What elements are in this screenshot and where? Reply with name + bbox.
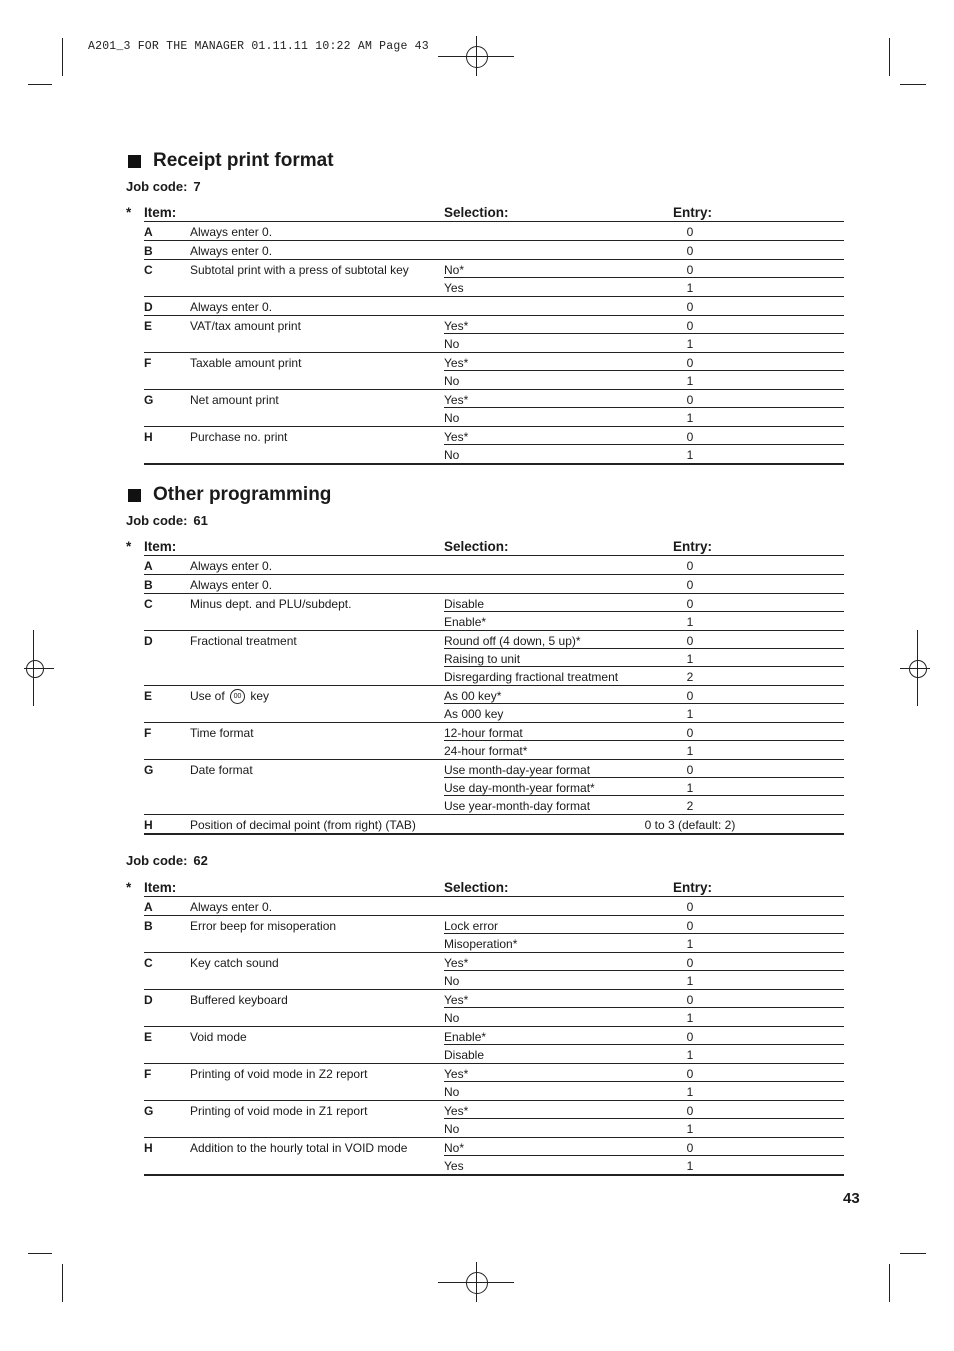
table-row [144, 1082, 844, 1100]
table-row [144, 408, 844, 426]
entry-value: 2 [686, 670, 694, 684]
bullet-square-icon [128, 489, 141, 502]
table-row [144, 390, 844, 408]
item-group [144, 575, 844, 594]
table-row [144, 556, 844, 574]
item-description-text: Always enter 0. [190, 244, 273, 258]
entry-value: 0 [686, 244, 694, 258]
table-row [144, 916, 844, 934]
item-group [144, 815, 844, 835]
header-star: * [126, 880, 132, 895]
item-description [190, 919, 336, 933]
item-group [144, 297, 844, 316]
table-row [144, 667, 844, 685]
item-group [144, 916, 844, 953]
item-letter: H [144, 818, 153, 832]
entry-value: 1 [686, 652, 694, 666]
entry-value: 1 [686, 1122, 694, 1136]
item-description-text: Error beep for misoperation [190, 919, 337, 933]
item-description [190, 1067, 367, 1081]
item-description [190, 393, 279, 407]
item-description-text: Always enter 0. [190, 225, 273, 239]
item-description-text: Date format [190, 763, 253, 777]
item-description-text: Addition to the hourly total in VOID mode [190, 1141, 408, 1155]
table-header [126, 204, 844, 222]
item-description-text: Printing of void mode in Z1 report [190, 1104, 368, 1118]
selection-value: Yes [444, 1159, 464, 1173]
header-entry: Entry: [673, 539, 713, 554]
header-star: * [126, 539, 132, 554]
item-group [144, 631, 844, 686]
table-row [144, 953, 844, 971]
item-letter: A [144, 559, 153, 573]
item-group [144, 390, 844, 427]
table-row [144, 612, 844, 630]
item-description [190, 244, 272, 258]
item-letter: B [144, 578, 153, 592]
table-row [144, 445, 844, 463]
section-title-other: Other programming [128, 484, 331, 506]
selection-value: Use day-month-year format* [444, 781, 595, 795]
item-description [190, 356, 301, 370]
item-group [144, 953, 844, 990]
header-selection: Selection: [444, 539, 509, 554]
item-description-text: Always enter 0. [190, 559, 273, 573]
selection-value: Yes* [444, 430, 469, 444]
table-row [144, 741, 844, 759]
table-row [144, 1101, 844, 1119]
item-letter: G [144, 393, 154, 407]
table-row [144, 971, 844, 989]
selection-value: Yes [444, 281, 464, 295]
entry-value: 0 [686, 559, 694, 573]
entry-value: 0 [686, 993, 694, 1007]
entry-value: 0 [686, 393, 694, 407]
entry-value: 1 [686, 615, 694, 629]
table-row [144, 990, 844, 1008]
selection-value: No [444, 448, 460, 462]
item-description-suffix: key [250, 689, 270, 703]
item-letter: B [144, 244, 153, 258]
item-group [144, 316, 844, 353]
selection-value: Round off (4 down, 5 up)* [444, 634, 581, 648]
table-row [144, 334, 844, 352]
entry-value: 1 [686, 1085, 694, 1099]
table-row [144, 631, 844, 649]
print-header: A201_3 FOR THE MANAGER 01.11.11 10:22 AM Page 43 [88, 40, 429, 53]
entry-value: 0 [686, 300, 694, 314]
bullet-square-icon [128, 155, 141, 168]
table-row [144, 1045, 844, 1063]
selection-value: Disregarding fractional treatment [444, 670, 619, 684]
entry-value: 0 [686, 726, 694, 740]
table-row [144, 241, 844, 259]
item-description [190, 225, 272, 239]
entry-value: 0 [686, 263, 694, 277]
item-description [190, 300, 272, 314]
entry-value: 1 [686, 937, 694, 951]
entry-value: 0 [686, 597, 694, 611]
selection-value: Use month-day-year format [444, 763, 591, 777]
selection-value: No [444, 1122, 460, 1136]
entry-value: 1 [686, 448, 694, 462]
item-description [190, 263, 409, 277]
table-row [144, 1008, 844, 1026]
header-star: * [126, 205, 132, 220]
item-letter: F [144, 1067, 152, 1081]
table-row [144, 1156, 844, 1174]
item-description [190, 1104, 367, 1118]
item-letter: H [144, 430, 153, 444]
table-row [144, 594, 844, 612]
table-row [144, 796, 844, 814]
table-row [144, 723, 844, 741]
header-item: Item: [144, 880, 177, 895]
item-group [144, 760, 844, 815]
entry-value: 0 [686, 1104, 694, 1118]
entry-value: 0 [686, 763, 694, 777]
item-letter: B [144, 919, 153, 933]
table-header [126, 879, 844, 897]
item-description-text: Use of [190, 689, 225, 703]
entry-value: 0 [686, 319, 694, 333]
item-description-text: Buffered keyboard [190, 993, 288, 1007]
table-row [144, 371, 844, 389]
header-entry: Entry: [673, 880, 713, 895]
selection-value: 24-hour format* [444, 744, 528, 758]
entry-value: 1 [686, 1011, 694, 1025]
item-description [190, 319, 301, 333]
item-description-text: Minus dept. and PLU/subdept. [190, 597, 352, 611]
entry-value: 0 [686, 1067, 694, 1081]
selection-value: Enable* [444, 1030, 487, 1044]
item-description-text: VAT/tax amount print [190, 319, 301, 333]
entry-value: 1 [686, 281, 694, 295]
table-row [144, 316, 844, 334]
entry-value: 0 [686, 1141, 694, 1155]
table-row [144, 815, 844, 833]
table-row [144, 686, 844, 704]
table-row [144, 1119, 844, 1137]
table-job-7 [126, 204, 844, 465]
table-row [144, 649, 844, 667]
item-description [190, 1141, 407, 1155]
job-code-61: Job code: 61 [126, 513, 208, 528]
item-description-text: Always enter 0. [190, 900, 273, 914]
table-row [144, 260, 844, 278]
table-row [144, 1064, 844, 1082]
selection-value: Use year-month-day format [444, 799, 591, 813]
selection-value: Raising to unit [444, 652, 521, 666]
item-description-text: Position of decimal point (from right) (TAB) [190, 818, 416, 832]
item-description [190, 1030, 247, 1044]
item-description-text: Net amount print [190, 393, 279, 407]
item-description [190, 634, 297, 648]
item-group [144, 556, 844, 575]
item-letter: C [144, 597, 153, 611]
table-row [144, 278, 844, 296]
table-row [144, 778, 844, 796]
item-description-text: Taxable amount print [190, 356, 302, 370]
header-selection: Selection: [444, 880, 509, 895]
item-letter: D [144, 300, 153, 314]
entry-value: 0 [686, 430, 694, 444]
entry-value: 0 [686, 356, 694, 370]
selection-value: As 000 key [444, 707, 504, 721]
selection-value: Disable [444, 1048, 485, 1062]
header-item: Item: [144, 539, 177, 554]
table-row [144, 575, 844, 593]
item-group [144, 260, 844, 297]
item-description [190, 763, 253, 777]
entry-value: 0 [686, 689, 694, 703]
item-group [144, 241, 844, 260]
item-letter: D [144, 634, 153, 648]
item-letter: E [144, 319, 153, 333]
selection-value: 12-hour format [444, 726, 523, 740]
selection-value: Lock error [444, 919, 499, 933]
header-selection: Selection: [444, 205, 509, 220]
table-row [144, 1138, 844, 1156]
selection-value: Enable* [444, 615, 487, 629]
selection-value: Yes* [444, 393, 469, 407]
item-description [190, 993, 288, 1007]
item-group [144, 1138, 844, 1176]
entry-value: 1 [686, 337, 694, 351]
selection-value: Yes* [444, 319, 469, 333]
selection-value: No [444, 337, 460, 351]
selection-value: No* [444, 1141, 465, 1155]
selection-value: No [444, 411, 460, 425]
table-row [144, 897, 844, 915]
item-group [144, 427, 844, 465]
selection-value: No [444, 374, 460, 388]
item-description [190, 956, 279, 970]
section-title-receipt: Receipt print format [128, 150, 334, 172]
item-description [190, 597, 351, 611]
entry-value: 0 [686, 1030, 694, 1044]
item-description [190, 726, 254, 740]
entry-value: 1 [686, 744, 694, 758]
selection-value: No [444, 974, 460, 988]
page-number: 43 [843, 1190, 860, 1207]
item-group [144, 723, 844, 760]
entry-value: 1 [686, 411, 694, 425]
selection-value: Yes* [444, 1104, 469, 1118]
entry-value: 1 [686, 781, 694, 795]
entry-value: 0 to 3 (default: 2) [644, 818, 736, 832]
item-group [144, 1101, 844, 1138]
item-letter: E [144, 689, 153, 703]
entry-value: 1 [686, 374, 694, 388]
job-code-62: Job code: 62 [126, 853, 208, 868]
table-row [144, 1027, 844, 1045]
selection-value: Disable [444, 597, 485, 611]
item-description-text: Purchase no. print [190, 430, 288, 444]
entry-value: 0 [686, 956, 694, 970]
item-description [190, 430, 287, 444]
item-letter: D [144, 993, 153, 1007]
item-description [190, 578, 272, 592]
item-letter: G [144, 1104, 154, 1118]
table-job-61 [126, 538, 844, 835]
item-group [144, 594, 844, 631]
item-description-text: Void mode [190, 1030, 247, 1044]
entry-value: 1 [686, 1159, 694, 1173]
selection-value: Yes* [444, 993, 469, 1007]
item-group [144, 897, 844, 916]
item-letter: F [144, 356, 152, 370]
selection-value: As 00 key* [444, 689, 502, 703]
selection-value: No [444, 1085, 460, 1099]
table-row [144, 934, 844, 952]
table-header [126, 538, 844, 556]
item-letter: F [144, 726, 152, 740]
job-code-7: Job code: 7 [126, 179, 201, 194]
entry-value: 1 [686, 707, 694, 721]
selection-value: Yes* [444, 956, 469, 970]
key-00-icon: 00 [230, 689, 245, 704]
item-description-text: Subtotal print with a press of subtotal key [190, 263, 409, 277]
item-letter: A [144, 225, 153, 239]
entry-value: 0 [686, 634, 694, 648]
item-description-text: Always enter 0. [190, 300, 273, 314]
header-item: Item: [144, 205, 177, 220]
entry-value: 2 [686, 799, 694, 813]
selection-value: No [444, 1011, 460, 1025]
item-letter: A [144, 900, 153, 914]
selection-value: Yes* [444, 1067, 469, 1081]
table-row [144, 427, 844, 445]
item-description-text: Key catch sound [190, 956, 279, 970]
item-description [190, 689, 269, 704]
item-group [144, 222, 844, 241]
item-description [190, 818, 416, 832]
item-description [190, 559, 272, 573]
item-group [144, 1064, 844, 1101]
item-letter: C [144, 263, 153, 277]
entry-value: 0 [686, 225, 694, 239]
item-description [190, 900, 272, 914]
entry-value: 1 [686, 974, 694, 988]
item-group [144, 686, 844, 723]
selection-value: No* [444, 263, 465, 277]
entry-value: 0 [686, 919, 694, 933]
table-row [144, 353, 844, 371]
item-group [144, 990, 844, 1027]
header-entry: Entry: [673, 205, 713, 220]
item-description-text: Always enter 0. [190, 578, 273, 592]
item-letter: E [144, 1030, 153, 1044]
item-letter: G [144, 763, 154, 777]
selection-value: Yes* [444, 356, 469, 370]
table-row [144, 704, 844, 722]
item-letter: H [144, 1141, 153, 1155]
item-description-text: Fractional treatment [190, 634, 297, 648]
item-letter: C [144, 956, 153, 970]
item-group [144, 353, 844, 390]
entry-value: 1 [686, 1048, 694, 1062]
item-description-text: Time format [190, 726, 254, 740]
item-description-text: Printing of void mode in Z2 report [190, 1067, 368, 1081]
entry-value: 0 [686, 578, 694, 592]
table-job-62 [126, 879, 844, 1176]
table-row [144, 760, 844, 778]
selection-value: Misoperation* [444, 937, 518, 951]
table-row [144, 222, 844, 240]
table-row [144, 297, 844, 315]
entry-value: 0 [686, 900, 694, 914]
item-group [144, 1027, 844, 1064]
